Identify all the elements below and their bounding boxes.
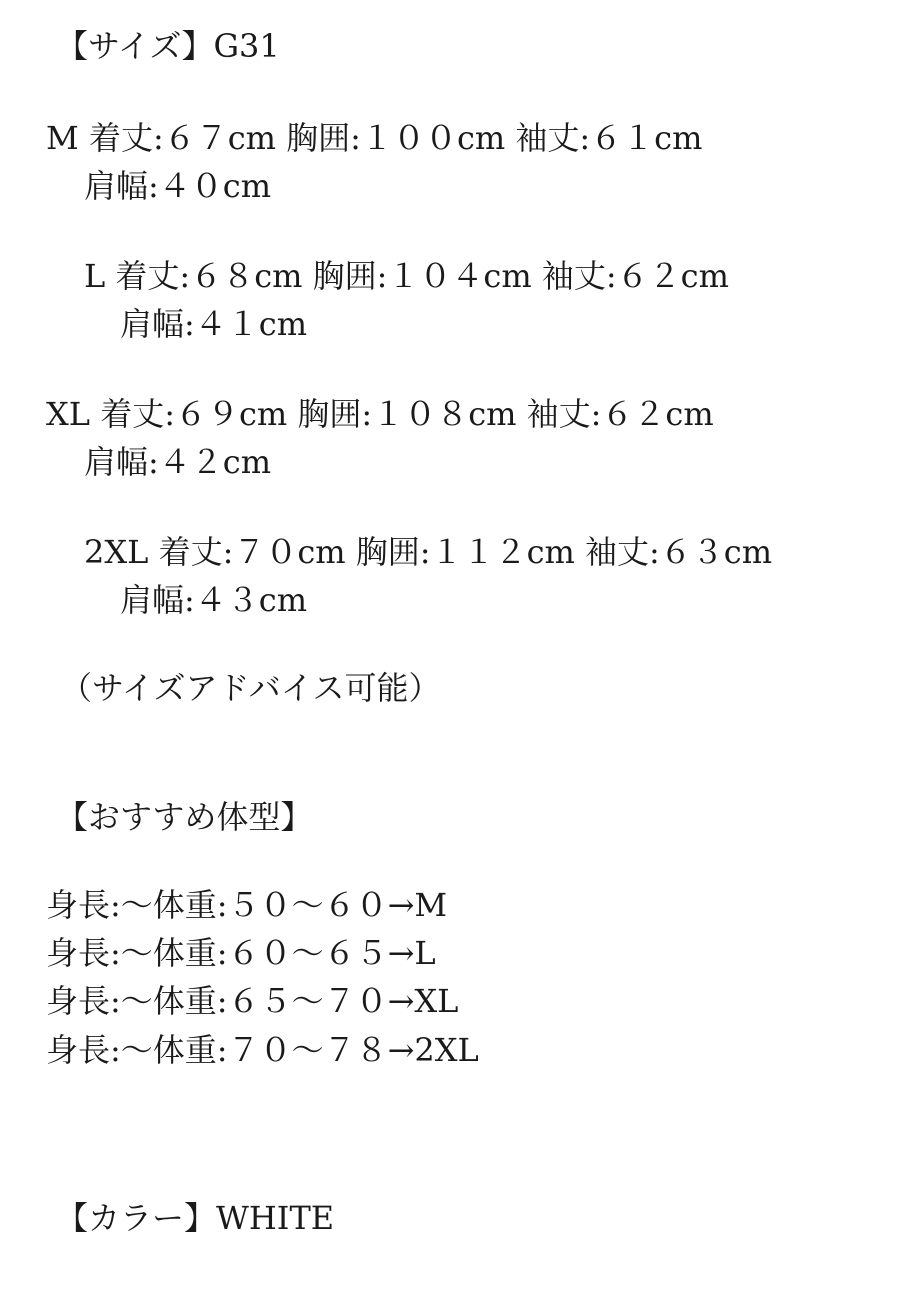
- body-type-xl: 身長:〜体重:６５〜７０→XL: [46, 982, 459, 1020]
- size-2xl-line2: 肩幅:４３cm: [120, 581, 308, 619]
- size-xl-line1: XL 着丈:６９cm 胸囲:１０８cm 袖丈:６２cm: [46, 395, 714, 433]
- body-type-2xl: 身長:〜体重:７０〜７８→2XL: [46, 1031, 479, 1069]
- body-type-l: 身長:〜体重:６０〜６５→L: [46, 934, 436, 972]
- body-type-m: 身長:〜体重:５０〜６０→M: [46, 886, 448, 924]
- size-l-line1: L 着丈:６８cm 胸囲:１０４cm 袖丈:６２cm: [84, 257, 729, 295]
- size-m-line2: 肩幅:４０cm: [84, 167, 272, 205]
- size-m-line1: M 着丈:６７cm 胸囲:１００cm 袖丈:６１cm: [46, 119, 703, 157]
- size-advice-note: （サイズアドバイス可能）: [60, 669, 441, 707]
- color-section-header: 【カラー】WHITE: [56, 1199, 335, 1237]
- body-type-section-header: 【おすすめ体型】: [56, 798, 313, 836]
- size-xl-line2: 肩幅:４２cm: [84, 443, 272, 481]
- size-l-line2: 肩幅:４１cm: [120, 305, 308, 343]
- size-2xl-line1: 2XL 着丈:７０cm 胸囲:１１２cm 袖丈:６３cm: [84, 533, 773, 571]
- size-section-header: 【サイズ】G31: [56, 27, 280, 65]
